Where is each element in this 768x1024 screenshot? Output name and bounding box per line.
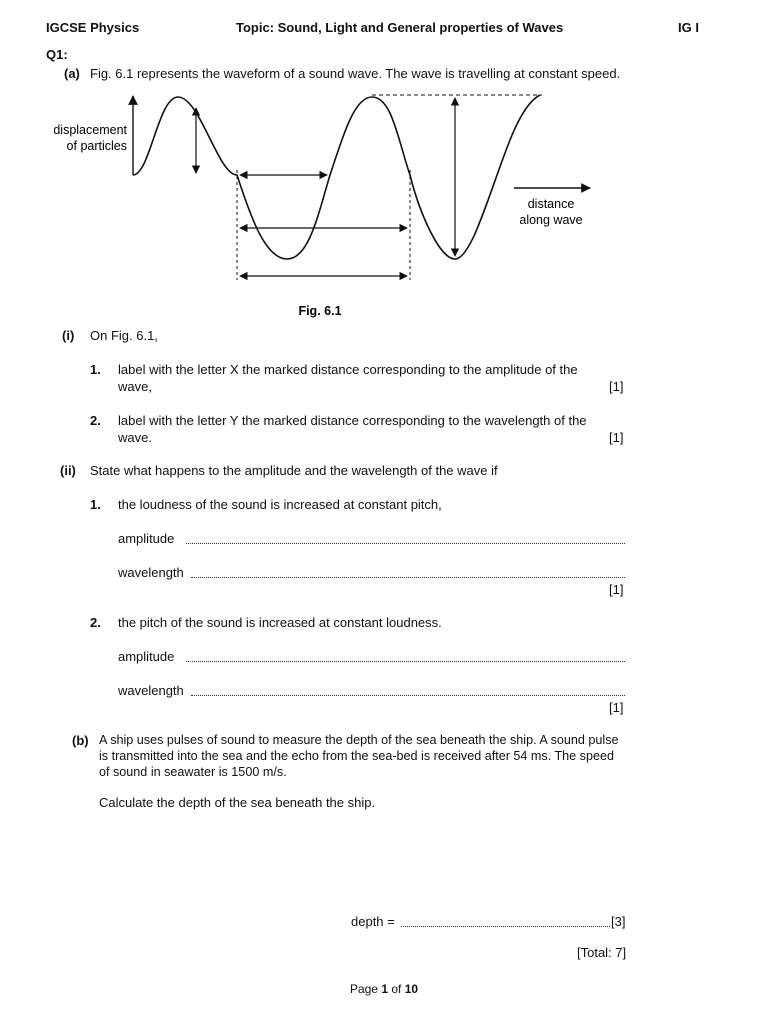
sub-i-item1-marks: [1] <box>609 379 624 394</box>
page-number: 1 <box>381 982 388 996</box>
sub-ii-item2-marks: [1] <box>609 700 624 715</box>
part-b-line1: A ship uses pulses of sound to measure the depth of the sea beneath the ship. A sound pulse <box>99 733 619 747</box>
depth-answer-line[interactable] <box>401 926 610 927</box>
part-b-marks: [3] <box>611 914 626 929</box>
y-label-line1: displacement <box>53 123 127 137</box>
depth-label: depth = <box>351 914 395 929</box>
sub-i-item2-marks: [1] <box>609 430 624 445</box>
header-code: IG I <box>678 20 699 35</box>
amplitude-label-2: amplitude <box>118 649 175 664</box>
wave-curve <box>133 95 540 259</box>
part-b-line2: is transmitted into the sea and the echo from the sea-bed is received after 54 ms. The speed <box>99 749 614 763</box>
sub-i-item2-num: 2. <box>90 413 101 428</box>
wavelength-answer-line-1[interactable] <box>191 577 625 578</box>
sub-i-label: (i) <box>62 328 75 343</box>
y-label-line2: of particles <box>66 139 127 153</box>
amplitude-label-1: amplitude <box>118 531 175 546</box>
part-b-line3: of sound in seawater is 1500 m/s. <box>99 765 287 779</box>
part-a-intro: Fig. 6.1 represents the waveform of a sound wave. The wave is travelling at constant speed. <box>90 66 621 81</box>
question-number: Q1: <box>46 47 68 62</box>
x-label-line2: along wave <box>519 213 583 227</box>
sub-i-item1-num: 1. <box>90 362 101 377</box>
sub-ii-item2-num: 2. <box>90 615 101 630</box>
figure-caption: Fig. 6.1 <box>298 304 342 318</box>
x-label-line1: distance <box>527 197 575 211</box>
part-b-instruction: Calculate the depth of the sea beneath the ship. <box>99 795 376 810</box>
page-total: 10 <box>404 982 419 996</box>
sub-i-item1-line1: label with the letter X the marked distance corresponding to the amplitude of the <box>118 362 578 377</box>
header-topic: Topic: Sound, Light and General properties of Waves <box>236 20 564 35</box>
sub-i-item2-line1: label with the letter Y the marked distance corresponding to the wavelength of the <box>118 413 587 428</box>
sub-i-item1-line2: wave, <box>118 379 152 394</box>
wave-figure <box>0 0 768 320</box>
page-word: Page <box>349 982 378 996</box>
header-subject: IGCSE Physics <box>46 20 140 35</box>
wavelength-answer-line-2[interactable] <box>191 695 625 696</box>
total-marks: [Total: 7] <box>577 945 627 960</box>
wavelength-label-2: wavelength <box>118 683 184 698</box>
part-a-label: (a) <box>64 66 80 81</box>
sub-ii-item1-marks: [1] <box>609 582 624 597</box>
sub-i-item2-line2: wave. <box>118 430 152 445</box>
wavelength-label-1: wavelength <box>118 565 184 580</box>
sub-i-text: On Fig. 6.1, <box>90 328 158 343</box>
amplitude-answer-line-1[interactable] <box>186 543 625 544</box>
page-footer <box>0 982 768 996</box>
amplitude-answer-line-2[interactable] <box>186 661 625 662</box>
sub-ii-text: State what happens to the amplitude and the wavelength of the wave if <box>90 463 498 478</box>
sub-ii-item1-text: the loudness of the sound is increased at constant pitch, <box>118 497 442 512</box>
sub-ii-item2-text: the pitch of the sound is increased at constant loudness. <box>118 615 442 630</box>
sub-ii-label: (ii) <box>60 463 76 478</box>
sub-ii-item1-num: 1. <box>90 497 101 512</box>
part-b-label: (b) <box>72 733 89 748</box>
of-word: of <box>391 982 402 996</box>
